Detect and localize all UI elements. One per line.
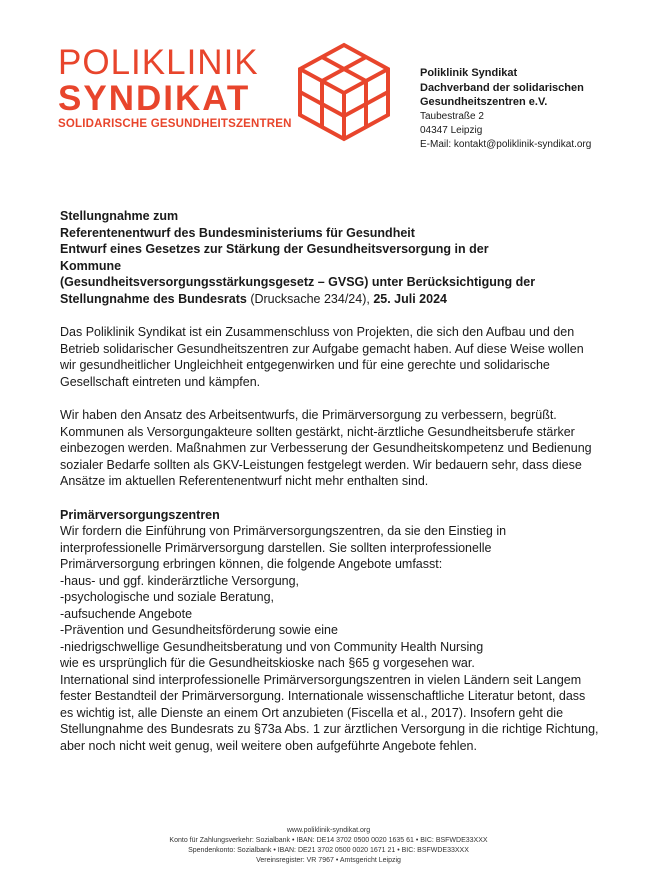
text-line: Kommunen als Versorgungakteure sollten gestärkt, nicht-ärztliche Gesundheitsberufe stärker bbox=[60, 424, 575, 439]
org-address-block bbox=[420, 66, 591, 152]
text-line: Das Poliklinik Syndikat ist ein Zusammenschluss von Projekten, die sich den Aufbau und den bbox=[60, 325, 575, 339]
list-item: -Prävention und Gesundheitsförderung sowie eine bbox=[60, 623, 338, 637]
footer-website[interactable]: www.poliklinik-syndikat.org bbox=[286, 827, 371, 834]
text-line: Ansätze im aktuellen Referentenentwurf nicht mehr enthalten sind. bbox=[60, 474, 429, 488]
org-line-2: Dachverband der solidarischen bbox=[420, 81, 584, 94]
subject-block bbox=[60, 208, 605, 307]
list-item: -psychologische und soziale Beratung, bbox=[60, 590, 275, 604]
text-line: einbezogen werden. Maßnahmen zur Verbesserung der Gesundheitskompetenz und Bedienung bbox=[60, 441, 592, 455]
letter-body bbox=[60, 208, 605, 754]
text-line: fester Bestandteil der Primärversorgung. Internationale wissenschaftliche Literatur betont, dass bbox=[60, 689, 586, 703]
subject-bold-part: Stellungnahme des Bundesrats bbox=[60, 291, 247, 306]
subject-line: Kommune bbox=[60, 258, 122, 273]
text-line: Wir haben den Ansatz des Arbeitsentwurfs, die Primärversorgung zu verbessern, begrüßt. bbox=[60, 408, 557, 422]
text-line: Stellungnahme des Bundesrats zu §73a Abs. 1 zur ärztlichen Versorgung in die richtige Richtung, bbox=[60, 722, 599, 736]
text-line: Gesellschaft eintreten und kämpfen. bbox=[60, 374, 261, 389]
subject-line-final bbox=[60, 291, 605, 308]
org-street: Taubestraße 2 bbox=[420, 110, 484, 122]
logo-line-1: POLIKLINIK bbox=[58, 43, 259, 82]
text-line: aber noch nicht weit genug, weil weitere oben aufgeführte Angebote fehlen. bbox=[60, 738, 477, 753]
primary-care-paragraph bbox=[60, 523, 605, 754]
text-line: es wichtig ist, alle Dienste an einem Ort anzubieten (Fiscella et al., 2017). Insofern geht die bbox=[60, 705, 564, 720]
intro-paragraph bbox=[60, 324, 605, 390]
text-line: Betrieb solidarischer Gesundheitszentren zur Aufgabe gemacht haben. Auf diese Weise wollen bbox=[60, 341, 584, 356]
org-line-3: Gesundheitszentren e.V. bbox=[420, 96, 548, 108]
text-line: wie es ursprünglich für die Gesundheitskioske nach §65 g vorgesehen war. bbox=[60, 656, 475, 670]
subject-line: (Gesundheitsversorgungsstärkungsgesetz – GVSG) unter Berücksichtigung der bbox=[60, 275, 536, 289]
footer-donation-account: Spendenkonto: Sozialbank • IBAN: DE21 3702 0500 0020 1671 21 • BIC: BSFWDE33XXX bbox=[188, 847, 469, 854]
text-line: Primärversorgung erbringen können, die folgende Angebote umfasst: bbox=[60, 557, 443, 571]
text-line: wir gesundheitlicher Ungleichheit entgegenwirken und für eine gerechte und solidarische bbox=[60, 358, 550, 372]
subject-date: 25. Juli 2024 bbox=[373, 291, 447, 306]
org-email[interactable]: E-Mail: kontakt@poliklinik-syndikat.org bbox=[420, 138, 592, 150]
text-line: interprofessionelle Primärversorgung darstellen. Sie sollten interprofessionelle bbox=[60, 540, 492, 555]
subject-line: Entwurf eines Gesetzes zur Stärkung der Gesundheitsversorgung in der bbox=[60, 242, 489, 256]
text-line: International sind interprofessionelle Primärversorgungszentren in vielen Ländern seit Langem bbox=[60, 672, 582, 687]
subject-line: Stellungnahme zum bbox=[60, 209, 179, 223]
logo-wordmark bbox=[58, 44, 292, 130]
draft-paragraph bbox=[60, 407, 605, 490]
list-item: -niedrigschwellige Gesundheitsberatung und von Community Health Nursing bbox=[60, 639, 484, 654]
org-city: 04347 Leipzig bbox=[420, 124, 483, 136]
list-item: -aufsuchende Angebote bbox=[60, 606, 193, 621]
org-name: Poliklinik Syndikat bbox=[420, 67, 518, 79]
footer-bank-account: Konto für Zahlungsverkehr: Sozialbank • IBAN: DE14 3702 0500 0020 1635 61 • BIC: BSFWDE33XXX bbox=[169, 837, 488, 844]
section-heading: Primärversorgungszentren bbox=[60, 507, 220, 522]
logo-line-2: SYNDIKAT bbox=[58, 79, 251, 118]
text-line: sozialer Bedarfe sollten als GKV-Leistungen festgelegt werden. Wir bedauern sehr, dass diese bbox=[60, 457, 582, 472]
logo-cube-icon bbox=[296, 42, 392, 142]
footer-register: Vereinsregister: VR 7967 • Amtsgericht Leipzig bbox=[256, 857, 401, 864]
page-footer bbox=[0, 826, 657, 866]
subject-drucksache: (Drucksache 234/24), bbox=[246, 291, 374, 306]
text-line: Wir fordern die Einführung von Primärversorgungszentren, da sie den Einstieg in bbox=[60, 524, 507, 538]
subject-line: Referentenentwurf des Bundesministeriums für Gesundheit bbox=[60, 225, 415, 240]
list-item: -haus- und ggf. kinderärztliche Versorgung, bbox=[60, 573, 300, 588]
logo-tagline: SOLIDARISCHE GESUNDHEITSZENTREN bbox=[58, 118, 292, 130]
